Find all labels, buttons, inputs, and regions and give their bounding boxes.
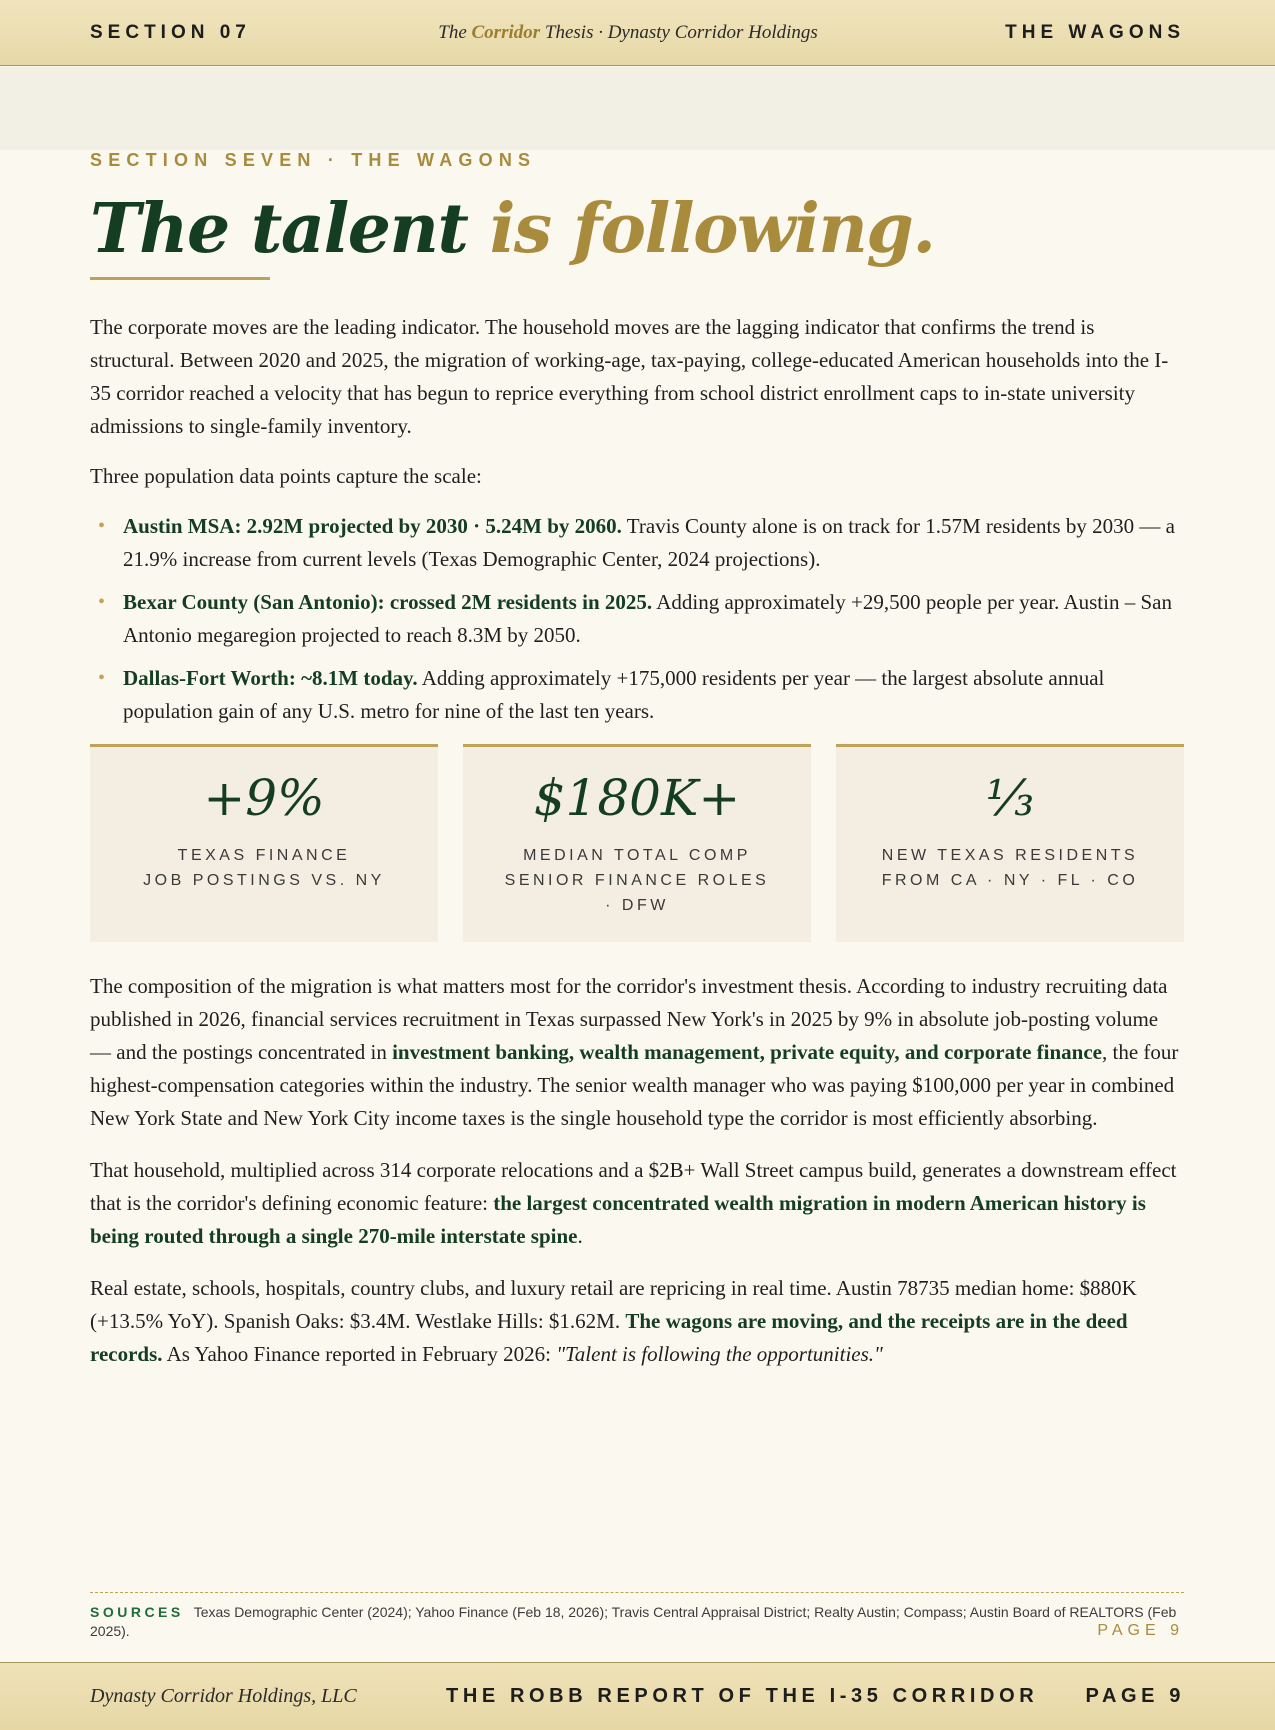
page-header: [0, 0, 1275, 66]
stat-caption-line: TEXAS FINANCE: [177, 847, 351, 864]
headline-part-2: is following.: [467, 189, 935, 269]
list-item: [90, 662, 1184, 728]
paragraph-emphasis: The wagons are moving, and the receipts are in the deed records.: [90, 1309, 1128, 1366]
lead-paragraph: Three population data points capture the scale:: [90, 464, 482, 488]
stat-cards: [90, 744, 1184, 942]
paragraph-emphasis: the largest concentrated wealth migration in modern American history is being routed through a single 270-mile interstate spine: [90, 1191, 1146, 1248]
stat-caption: [90, 843, 438, 893]
paragraph-text: That household, multiplied across 314 corporate relocations and a $2B+ Wall Street campus build, generates a downstream effect that is the corridor's defining economic feature:: [90, 1158, 1177, 1215]
list-item-bold: Austin MSA: 2.92M projected by 2030 · 5.24M by 2060.: [123, 514, 622, 538]
footer-page-number: PAGE 9: [1085, 1685, 1185, 1707]
section-eyebrow: SECTION SEVEN · THE WAGONS: [90, 150, 537, 170]
bullet-dot-icon: •: [98, 515, 106, 537]
list-item: [90, 586, 1184, 652]
header-band: [0, 67, 1275, 150]
header-right-label: THE WAGONS: [1005, 21, 1185, 43]
paragraph-text: Real estate, schools, hospitals, country clubs, and luxury retail are repricing in real time. Austin 78735 median home: $880K (+13.5% YoY). Spanish Oaks: $3.4M. Westlake Hills: $1.62M.: [90, 1276, 1137, 1333]
list-item-bold: Bexar County (San Antonio): crossed 2M residents in 2025.: [123, 590, 653, 614]
main-content: [90, 150, 1184, 1371]
stat-caption-line: · DFW: [605, 897, 669, 914]
list-item-text: Travis County alone is on track for 1.57M residents by 2030 — a 21.9% increase from current levels (Texas Demographic Center, 2024 projections).: [123, 514, 1175, 571]
sources-note: [90, 1603, 1184, 1641]
stat-caption-line: NEW TEXAS RESIDENTS: [881, 847, 1139, 864]
footer-report-title: THE ROBB REPORT OF THE I-35 CORRIDOR: [446, 1685, 1039, 1707]
sources-text: Texas Demographic Center (2024); Yahoo Finance (Feb 18, 2026); Travis Central Appraisal District; Realty Austin; Compass; Austin Board of REALTORS (Feb 2025).: [90, 1604, 1177, 1639]
stat-caption-line: MEDIAN TOTAL COMP: [523, 847, 751, 864]
household-paragraph: [90, 1154, 1184, 1253]
stat-value: $180K+: [533, 769, 741, 827]
stat-caption: [836, 843, 1184, 893]
paragraph-emphasis: investment banking, wealth management, private equity, and corporate finance: [392, 1040, 1102, 1064]
sources-label: SOURCES: [90, 1604, 184, 1620]
paragraph-text: , the four highest-compensation categories within the industry. The senior wealth manager who was paying $100,000 per year in combined New York State and New York City income taxes is the single household type the corridor is most efficiently absorbing.: [90, 1040, 1179, 1130]
list-item-text: Adding approximately +175,000 residents per year — the largest absolute annual population gain of any U.S. metro for nine of the last ten years.: [123, 666, 1105, 723]
list-item-text: Adding approximately +29,500 people per year. Austin – San Antonio megaregion projected to reach 8.3M by 2050.: [123, 590, 1172, 647]
intro-paragraph: The corporate moves are the leading indicator. The household moves are the lagging indicator that confirms the trend is structural. Between 2020 and 2025, the migration of working-age, tax-paying, college-educated American households into the I-35 corridor reached a velocity that has begun to reprice everything from school district enrollment caps to in-state university admissions to single-family inventory.: [90, 315, 1169, 438]
paragraph-text: .: [577, 1224, 583, 1248]
stat-caption: [463, 843, 811, 918]
stat-caption-line: SENIOR FINANCE ROLES: [504, 872, 770, 889]
page-headline: [90, 189, 1184, 269]
sources-divider: [90, 1592, 1184, 1593]
bullet-dot-icon: •: [98, 667, 106, 689]
stat-caption-line: JOB POSTINGS VS. NY: [143, 872, 385, 889]
composition-paragraph: [90, 970, 1184, 1135]
stat-value: ⅓: [985, 769, 1035, 827]
list-item: [90, 510, 1184, 576]
list-item-bold: Dallas-Fort Worth: ~8.1M today.: [123, 666, 418, 690]
headline-part-1: The talent: [90, 189, 468, 269]
paragraph-text: The composition of the migration is what matters most for the corridor's investment thesis. According to industry recruiting data published in 2026, financial services recruitment in Texas surpassed New York's in 2025 by 9% in absolute job-posting volume — and the postings concentrated in: [90, 974, 1168, 1064]
stat-card: [90, 744, 438, 942]
stat-value: +9%: [203, 769, 325, 827]
page-number-mark: PAGE 9: [1097, 1622, 1184, 1639]
paragraph-quote: "Talent is following the opportunities.": [556, 1342, 883, 1366]
page-footer: [0, 1662, 1275, 1730]
stat-card: [836, 744, 1184, 942]
header-title-pre: The: [438, 21, 472, 43]
population-list: [90, 510, 1184, 728]
header-section-label: SECTION 07: [90, 21, 251, 43]
headline-rule: [90, 277, 270, 280]
stat-caption-line: FROM CA · NY · FL · CO: [881, 872, 1139, 889]
header-title: [438, 22, 818, 44]
header-title-post: Thesis · Dynasty Corridor Holdings: [540, 21, 818, 43]
footer-company: Dynasty Corridor Holdings, LLC: [90, 1685, 357, 1707]
bullet-dot-icon: •: [98, 591, 106, 613]
repricing-paragraph: [90, 1272, 1184, 1371]
stat-card: [463, 744, 811, 942]
paragraph-text: As Yahoo Finance reported in February 2026:: [162, 1342, 557, 1366]
header-title-emphasis: Corridor: [471, 21, 541, 43]
